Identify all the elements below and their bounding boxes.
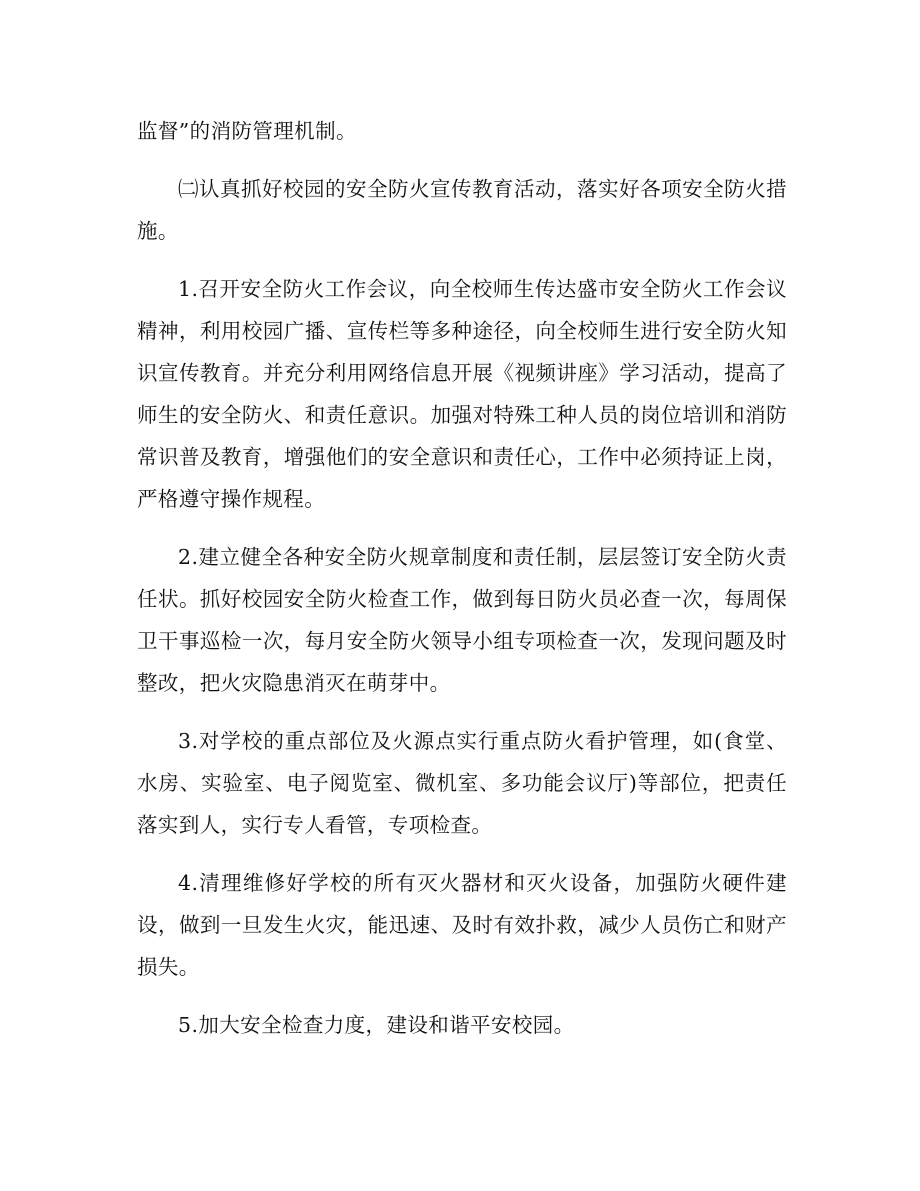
paragraph-item-2: 2.建立健全各种安全防火规章制度和责任制，层层签订安全防火责任状。抓好校园安全防火检查工作，做到每日防火员必查一次，每周保卫干事巡检一次，每月安全防火领导小组专项检查一次，发现问题及时整改，把火灾隐患消灭在萌芽中。 (137, 545, 787, 695)
paragraph-item-1: 1.召开安全防火工作会议，向全校师生传达盛市安全防火工作会议精神，利用校园广播、宣传栏等多种途径，向全校师生进行安全防火知识宣传教育。并充分利用网络信息开展《视频讲座》学习活动，提高了师生的安全防火、和责任意识。加强对特殊工种人员的岗位培训和消防常识普及教育，增强他们的安全意识和责任心，工作中必须持证上岗，严格遵守操作规程。 (137, 277, 787, 511)
document-body (137, 110, 787, 1062)
paragraph-continuation: 监督”的消防管理机制。 (137, 119, 357, 143)
paragraph-item-5: 5.加大安全检查力度，建设和谐平安校园。 (178, 1013, 575, 1037)
paragraph-item-3: 3.对学校的重点部位及火源点实行重点防火看护管理，如(食堂、水房、实验室、电子阅览室、微机室、多功能会议厅)等部位，把责任落实到人，实行专人看管，专项检查。 (137, 729, 787, 837)
paragraph-section-heading: ㈡认真抓好校园的安全防火宣传教育活动，落实好各项安全防火措施。 (137, 177, 787, 243)
paragraph-item-4: 4.清理维修好学校的所有灭火器材和灭火设备，加强防火硬件建设，做到一旦发生火灾，能迅速、及时有效扑救，减少人员伤亡和财产损失。 (137, 871, 787, 979)
